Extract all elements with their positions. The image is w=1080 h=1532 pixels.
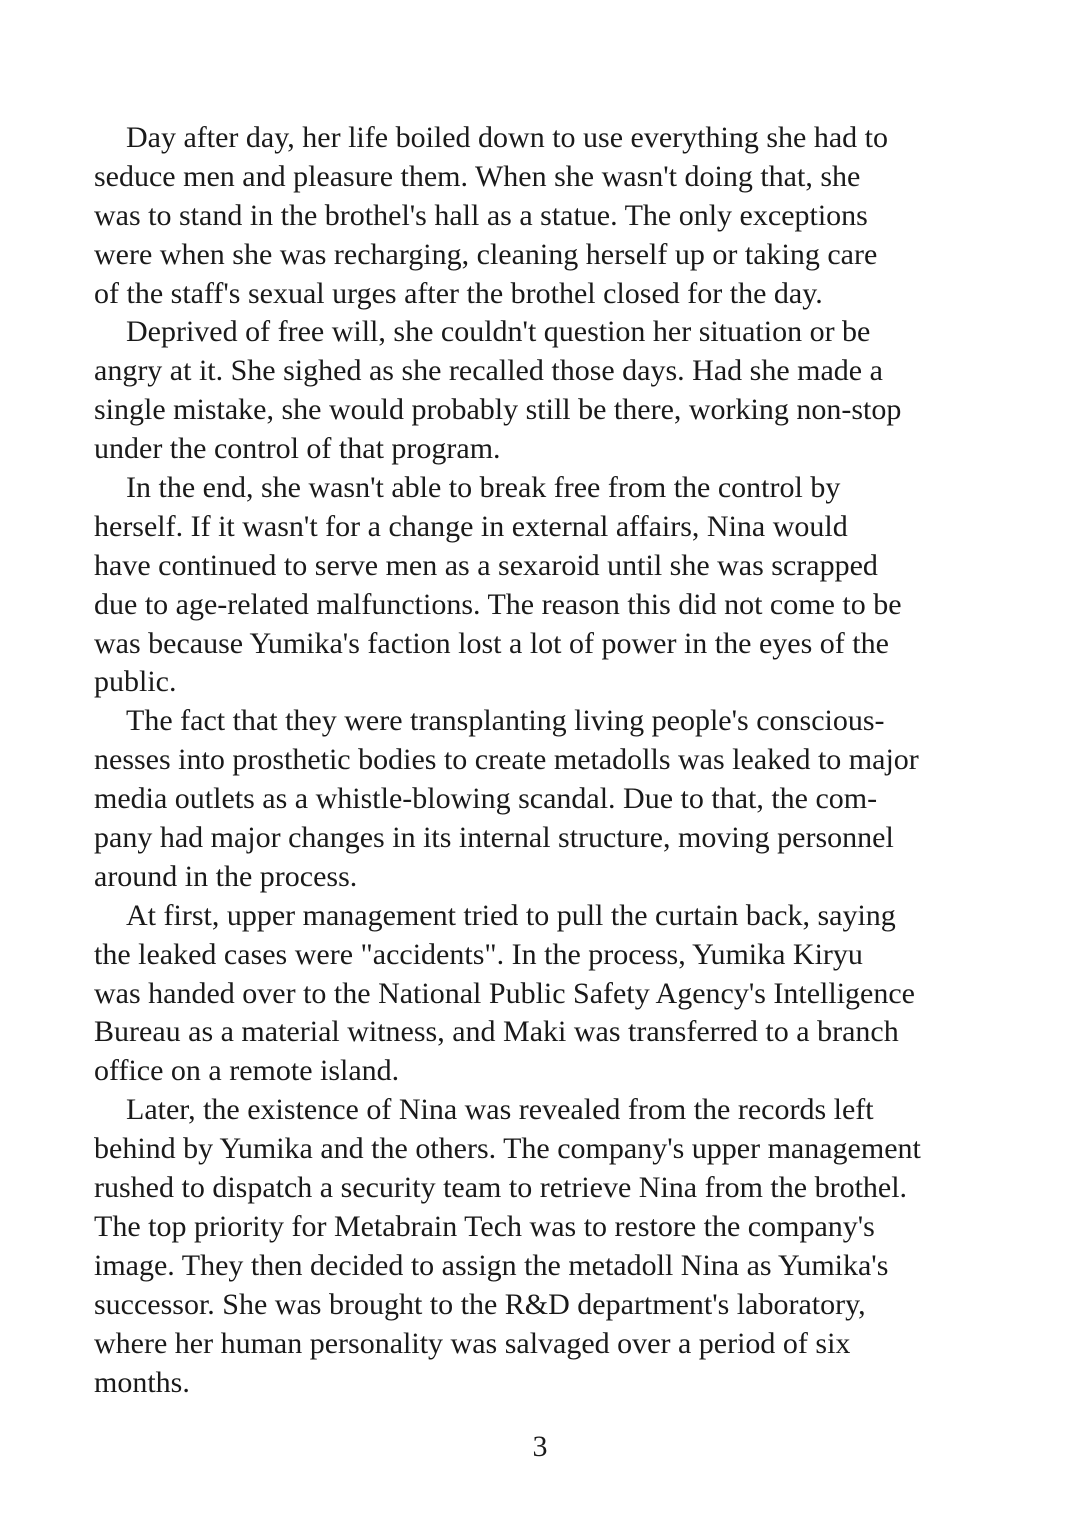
text-line: was because Yumika's faction lost a lot of power in the eyes of the bbox=[94, 626, 889, 660]
text-line: image. They then decided to assign the metadoll Nina as Yumika's bbox=[94, 1248, 889, 1282]
paragraph bbox=[94, 1091, 994, 1402]
text-line: of the staff's sexual urges after the brothel closed for the day. bbox=[94, 276, 823, 310]
text-line: was handed over to the National Public Safety Agency's Intelligence bbox=[94, 976, 916, 1010]
text-line: were when she was recharging, cleaning herself up or taking care bbox=[94, 237, 878, 271]
text-line: the leaked cases were "accidents". In the process, Yumika Kiryu bbox=[94, 937, 863, 971]
text-line: behind by Yumika and the others. The company's upper management bbox=[94, 1132, 921, 1166]
text-line: In the end, she wasn't able to break free from the control by bbox=[126, 471, 841, 505]
text-line: under the control of that program. bbox=[94, 432, 501, 466]
text-line: was to stand in the brothel's hall as a statue. The only exceptions bbox=[94, 198, 868, 232]
paragraph bbox=[94, 119, 994, 313]
text-line: angry at it. She sighed as she recalled those days. Had she made a bbox=[94, 354, 883, 388]
text-line: rushed to dispatch a security team to retrieve Nina from the brothel. bbox=[94, 1171, 908, 1205]
paragraph bbox=[94, 702, 994, 896]
text-line: herself. If it wasn't for a change in external affairs, Nina would bbox=[94, 509, 848, 543]
text-line: office on a remote island. bbox=[94, 1054, 400, 1088]
text-line: single mistake, she would probably still be there, working non-stop bbox=[94, 393, 902, 427]
page-number: 3 bbox=[532, 1430, 548, 1463]
text-line: At first, upper management tried to pull the curtain back, saying bbox=[126, 898, 896, 932]
text-line: The fact that they were transplanting living people's conscious- bbox=[126, 704, 885, 738]
text-line: nesses into prosthetic bodies to create metadolls was leaked to major bbox=[94, 743, 919, 777]
paragraph bbox=[94, 313, 994, 469]
paragraph bbox=[94, 897, 994, 1091]
text-line: where her human personality was salvaged over a period of six bbox=[94, 1326, 851, 1360]
text-line: pany had major changes in its internal structure, moving personnel bbox=[94, 821, 894, 855]
text-line: months. bbox=[94, 1365, 190, 1399]
paragraph bbox=[94, 469, 994, 702]
text-line: public. bbox=[94, 665, 177, 699]
body-text bbox=[94, 119, 994, 1402]
text-line: Day after day, her life boiled down to use everything she had to bbox=[126, 121, 888, 154]
text-line: around in the process. bbox=[94, 859, 358, 893]
text-line: seduce men and pleasure them. When she wasn't doing that, she bbox=[94, 159, 861, 193]
text-line: Bureau as a material witness, and Maki was transferred to a branch bbox=[94, 1015, 899, 1049]
text-line: successor. She was brought to the R&D department's laboratory, bbox=[94, 1287, 866, 1321]
text-line: media outlets as a whistle-blowing scandal. Due to that, the com- bbox=[94, 782, 878, 816]
text-line: The top priority for Metabrain Tech was to restore the company's bbox=[94, 1209, 875, 1243]
text-line: have continued to serve men as a sexaroid until she was scrapped bbox=[94, 548, 878, 582]
text-line: Later, the existence of Nina was revealed from the records left bbox=[126, 1093, 874, 1127]
text-line: due to age-related malfunctions. The reason this did not come to be bbox=[94, 587, 902, 621]
text-line: Deprived of free will, she couldn't question her situation or be bbox=[126, 315, 871, 349]
